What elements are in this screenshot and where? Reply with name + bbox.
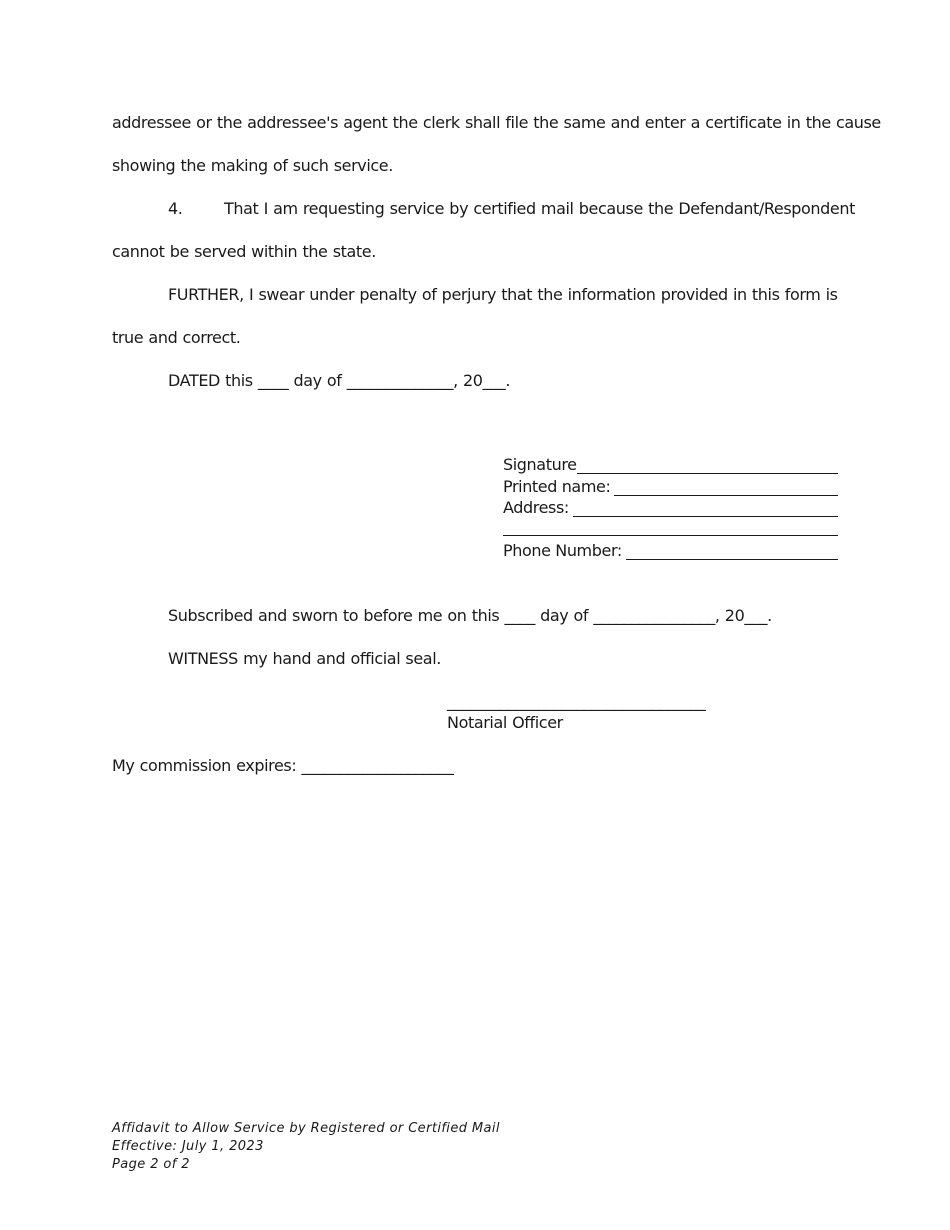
footer	[112, 1120, 500, 1174]
address-line[interactable]	[573, 501, 838, 517]
item-text: That I am requesting service by certified mail because the Defendant/Respondent	[224, 199, 855, 218]
address-label: Address:	[503, 498, 569, 517]
address-line-2[interactable]	[503, 520, 838, 536]
footer-form-title: Affidavit to Allow Service by Registered or Certified Mail	[112, 1121, 500, 1136]
phone-field[interactable]	[503, 541, 838, 560]
footer-page-number: Page 2 of 2	[112, 1157, 190, 1172]
printed-name-label: Printed name:	[503, 477, 611, 496]
item-number: 4.	[168, 199, 183, 218]
subscribed-line: Subscribed and sworn to before me on this ____ day of ________________, 20___.	[168, 606, 772, 625]
commission-expires-line: My commission expires: ____________________	[112, 756, 454, 775]
signature-line[interactable]	[577, 458, 838, 474]
address-field-2[interactable]	[503, 520, 838, 536]
footer-effective-date: Effective: July 1, 2023	[112, 1139, 264, 1154]
paragraph-line: showing the making of such service.	[112, 156, 393, 175]
notarial-officer-label: Notarial Officer	[447, 713, 563, 732]
notary-signature-line[interactable]: __________________________________	[447, 692, 706, 711]
phone-label: Phone Number:	[503, 541, 622, 560]
dated-line: DATED this ____ day of ______________, 20___.	[168, 371, 511, 390]
paragraph-line: cannot be served within the state.	[112, 242, 376, 261]
address-field[interactable]	[503, 498, 838, 517]
paragraph-line: addressee or the addressee's agent the clerk shall file the same and enter a certificate in the cause	[112, 113, 881, 132]
phone-line[interactable]	[626, 544, 838, 560]
printed-name-field[interactable]	[503, 477, 838, 496]
paragraph-line: true and correct.	[112, 328, 241, 347]
signature-field[interactable]	[503, 455, 838, 474]
paragraph-line: FURTHER, I swear under penalty of perjury that the information provided in this form is	[168, 285, 838, 304]
signature-label: Signature	[503, 455, 577, 474]
witness-line: WITNESS my hand and official seal.	[168, 649, 441, 668]
printed-name-line[interactable]	[614, 480, 838, 496]
numbered-item-4	[112, 199, 855, 218]
